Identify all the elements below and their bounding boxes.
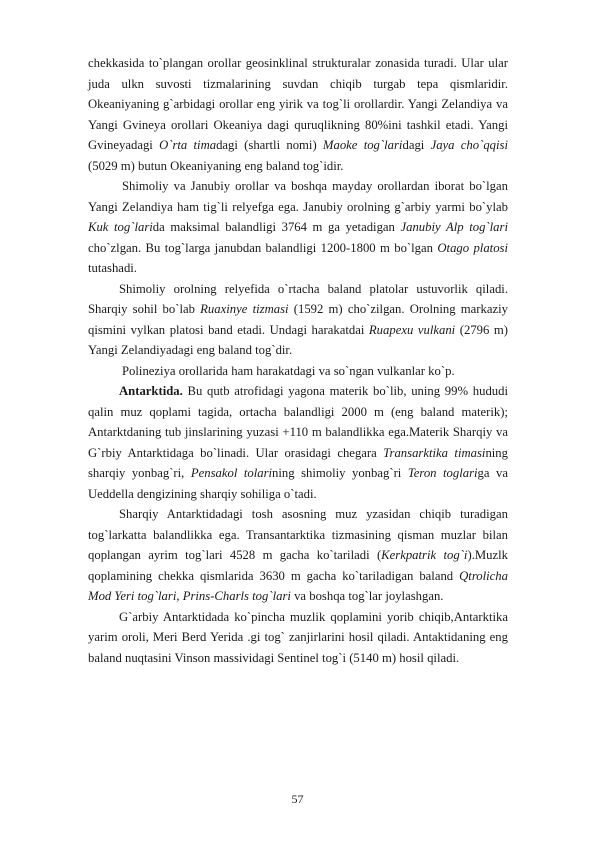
document-page bbox=[88, 53, 508, 668]
text-run: ning shimoliy yonbag`ri bbox=[272, 466, 408, 480]
text-run: tutashadi. bbox=[88, 261, 137, 275]
text-run: Shimoliy orolning relyefida o`rtacha baland platolar ustuvorlik qiladi. Sharqiy sohil bo`lab bbox=[88, 281, 508, 316]
italic-term: Jaya cho`qqisi bbox=[430, 138, 508, 152]
text-run: (1592 m) cho`zilgan. Orolning markaziy qismini vylkan platosi band etadi. Undagi harakatdai bbox=[88, 302, 508, 337]
italic-term: Transarktika timasi bbox=[383, 445, 486, 460]
text-run: Bu qutb atrofidagi yagona materik bo`lib, uning 99% hududi qalin muz qoplami tagida, ortacha balandligi 2000 m (eng baland materik); Antarktdaning tub jinslarining yuzasi +110 m balandlikka ega.Materik Sharqiy va G`rbiy Antarktidaga bo`linadi. Ular orasidagi chegara bbox=[88, 384, 508, 460]
italic-term: Pensakol tolari bbox=[190, 466, 273, 480]
text-run: Sharqiy Antarktidadagi tosh asosning muz yzasidan chiqib turadigan tog`larkatta balandlikka ega. Transantarktika tizmasining qisman muzlar bilan qoplangan ayrim tog`lari 4528 m gacha ko`tariladi ( bbox=[88, 507, 508, 562]
italic-term: Teron toglari bbox=[407, 466, 478, 480]
paragraph-east-antarctica bbox=[88, 504, 508, 607]
paragraph-west-antarctica bbox=[88, 607, 508, 669]
text-run: Shimoliy va Janubiy orollar va boshqa mayday orollardan iborat bo`lgan Yangi Zelandiya ham tig`li relyefga ega. Janubiy orolning g`arbiy yarmi bo`ylab bbox=[88, 179, 508, 214]
italic-term: Kuk tog`lari bbox=[88, 220, 153, 234]
text-run: (5029 m) butun Okeaniyaning eng baland tog`idir. bbox=[88, 158, 344, 173]
text-run: ning sharqiy yonbag`ri, bbox=[88, 445, 508, 480]
italic-term: Qtrolicha Mod Yeri tog`lari, Prins-Charls tog`lari bbox=[88, 568, 508, 603]
text-run: Polineziya orollarida ham harakatdagi va so`ngan vulkanlar ko`p. bbox=[122, 363, 455, 378]
italic-term: Janubiy Alp tog`lari bbox=[400, 220, 508, 234]
paragraph-north-island bbox=[88, 279, 508, 361]
text-run: dagi bbox=[402, 138, 431, 152]
paragraph-polynesia bbox=[88, 361, 508, 382]
paragraph-antarctica bbox=[88, 381, 508, 504]
text-run: ga va Ueddella dengizining sharqiy sohiliga o`tadi. bbox=[88, 466, 508, 501]
text-run: (2796 m) Yangi Zelandiyadagi eng baland tog`dir. bbox=[88, 322, 508, 357]
text-run: ).Muzlk qoplamining chekka qismlarida 3630 m gacha ko`tariladigan baland bbox=[88, 548, 508, 583]
italic-term: Kerkpatrik tog`i bbox=[381, 548, 468, 562]
italic-term: Maoke tog`lari bbox=[322, 138, 403, 152]
page-number: 57 bbox=[291, 792, 304, 806]
text-run: chekkasida to`plangan orollar geosinklinal strukturalar zonasida turadi. Ular ular juda ulkn suvosti tizmalarining suvdan chiqib turgab tepa qismlaridir. Okeaniyaning g`arbidagi orollar eng yirik va tog`li orollardir. Yangi Zelandiya va Yangi Gvineya orollari Okeaniya dagi quruqlikning 80%ini tashkil etadi. Yangi Gvineyadagi bbox=[88, 56, 508, 152]
text-run: cho`zlgan. Bu tog`larga janubdan balandligi 1200-1800 m bo`lgan bbox=[88, 240, 438, 255]
text-run: dagi (shartli nomi) bbox=[216, 138, 323, 152]
text-run: va boshqa tog`lar joylashgan. bbox=[290, 589, 444, 603]
italic-term: Otago platosi bbox=[437, 240, 509, 255]
paragraph-oceania-islands bbox=[88, 53, 508, 176]
bold-term: Antarktida. bbox=[119, 384, 183, 398]
text-run: da maksimal balandligi 3764 m ga yetadigan bbox=[152, 220, 401, 234]
paragraph-new-zealand bbox=[88, 176, 508, 279]
italic-term: Ruapexu vulkani bbox=[368, 322, 456, 337]
italic-term: Ruaxinye tizmasi bbox=[200, 302, 289, 316]
italic-term: O`rta tima bbox=[159, 138, 217, 152]
text-run: G`arbiy Antarktidada ko`pincha muzlik qoplamini yorib chiqib,Antarktika yarim oroli, Meri Berd Yerida .gi tog` zanjirlarini hosil qiladi. Antaktidaning eng baland nuqtasini Vinson massividagi Sentinel tog`i (5140 m) hosil qiladi. bbox=[88, 609, 508, 665]
